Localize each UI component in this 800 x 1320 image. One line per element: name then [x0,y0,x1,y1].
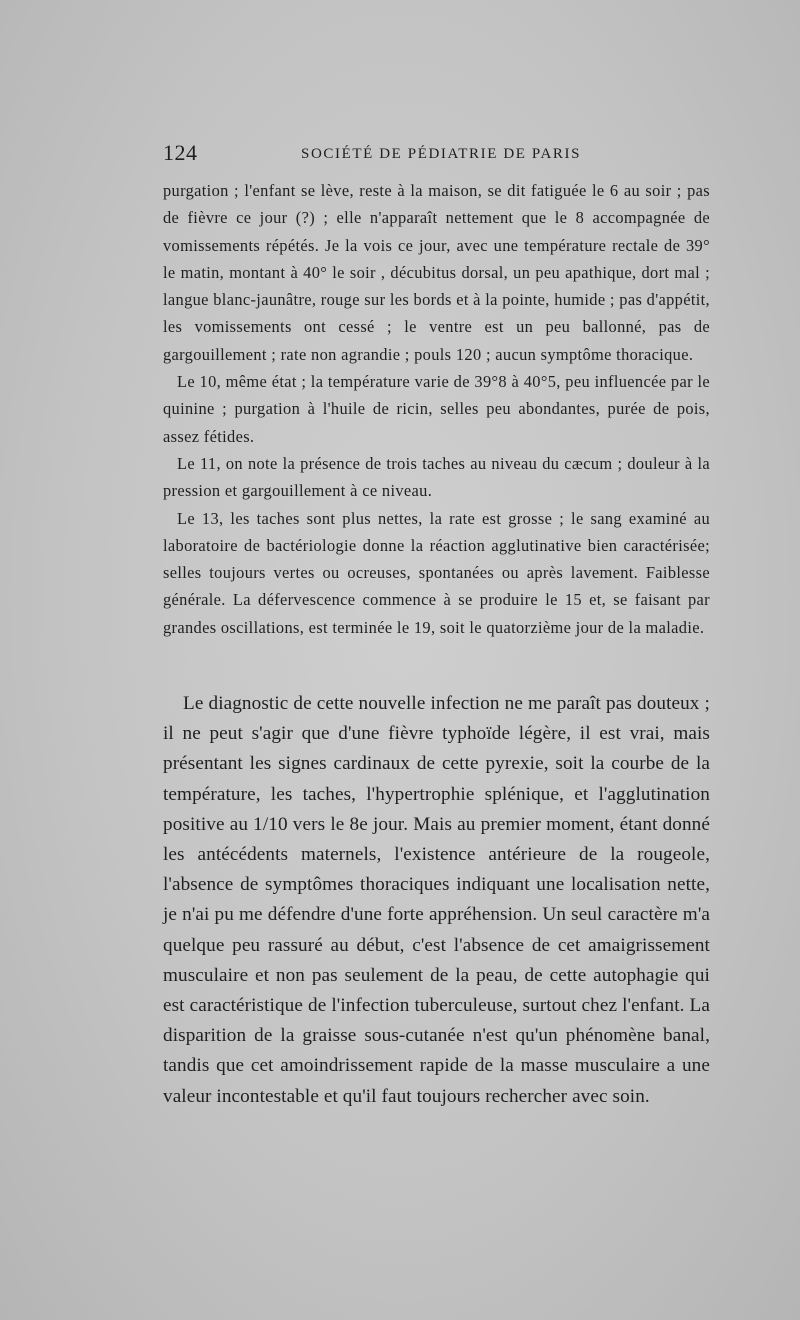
page-number: 124 [163,140,198,165]
paragraph-diagnosis: Le diagnostic de cette nouvelle infection ne me paraît pas douteux ; il ne peut s'agir que d'une fièvre typhoïde légère, il est vrai, mais présentant les signes cardinaux de cette pyrexie, soit la courbe de la température, les taches, l'hypertrophie splénique, et l'agglutination positive au 1/10 vers le 8e jour. Mais au premier moment, étant donné les antécédents maternels, l'existence antérieure de la rougeole, l'absence de symptômes thoraciques indiquant une localisation nette, je n'ai pu me défendre d'une forte appréhension. Un seul caractère m'a quelque peu rassuré au début, c'est l'absence de cet amaigrissement musculaire et non pas seulement de la peau, de cette autophagie qui est caractéristique de l'infection tuberculeuse, surtout chez l'enfant. La disparition de la graisse sous-cutanée n'est qu'un phénomène banal, tandis que cet amoindrissement rapide de la masse musculaire a une valeur incontestable et qu'il faut toujours rechercher avec soin. [163,693,710,1107]
paragraph-purgation: purgation ; l'enfant se lève, reste à la maison, se dit fatiguée le 6 au soir ; pas de fièvre ce jour (?) ; elle n'apparaît nettement que le 8 accompagnée de vomissements répétés. Je la vois ce jour, avec une température rectale de 39° le matin, montant à 40° le soir , décubitus dorsal, un peu apathique, dort mal ; langue blanc-jaunâtre, rouge sur les bords et à la pointe, humide ; pas d'appétit, les vomissements ont cessé ; le ventre est un peu ballonné, pas de gargouillement ; rate non agrandie ; pouls 120 ; aucun symptôme thoracique. [163,181,710,364]
page-header [163,140,708,170]
paragraph-day-11: Le 11, on note la présence de trois taches au niveau du cæcum ; douleur à la pression et gargouillement à ce niveau. [163,453,710,501]
diagnosis-discussion [163,689,710,1112]
case-notes [163,177,710,641]
running-title: SOCIÉTÉ DE PÉDIATRIE DE PARIS [301,146,582,162]
paragraph-day-10: Le 10, même état ; la température varie de 39°8 à 40°5, peu influencée par le quinine ; purgation à l'huile de ricin, selles peu abondantes, purée de pois, assez fétides. [163,372,710,446]
paragraph-day-13: Le 13, les taches sont plus nettes, la rate est grosse ; le sang examiné au laboratoire de bactériologie donne la réaction agglutinative bien caractérisée; selles toujours vertes ou ocreuses, spontanées ou après lavement. Faiblesse générale. La défervescence commence à se produire le 15 et, se faisant par grandes oscillations, est terminée le 19, soit le quatorzième jour de la maladie. [163,508,710,637]
